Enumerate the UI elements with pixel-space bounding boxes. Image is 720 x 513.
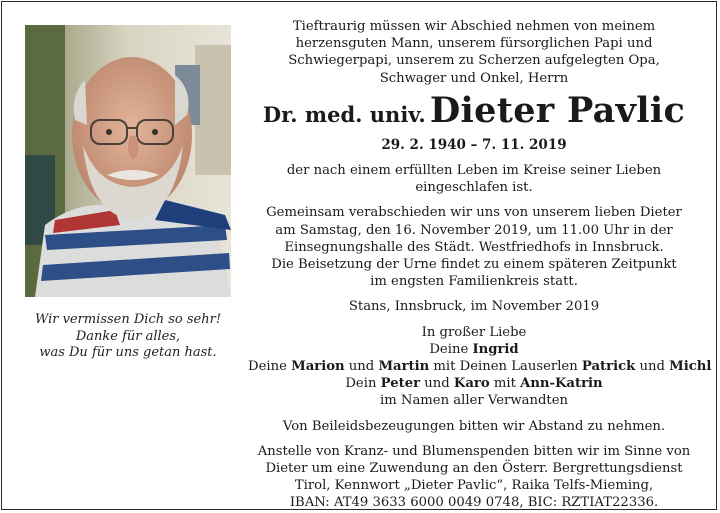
child-name: Marion [291, 359, 345, 375]
portrait-illustration [25, 25, 231, 297]
quote-line: Wir vermissen Dich so sehr! [34, 312, 222, 327]
ceremony-line: Gemeinsam verabschieden wir uns von unserem lieben Dieter [266, 205, 682, 221]
quote-line: Danke für alles, [75, 328, 181, 344]
place-date: Stans, Innsbruck, im November 2019 [348, 299, 600, 315]
wife-line: Deine Ingrid [429, 341, 519, 357]
donation-line: Dieter um eine Zuwendung an den Österr. Bergrettungsdienst [265, 461, 683, 477]
ceremony-line: im engsten Familienkreis statt. [370, 274, 578, 290]
intro-line: Tieftraurig müssen wir Abschied nehmen von meinem [292, 19, 656, 34]
grandchildren-line: Dein Peter und Karo mit Ann-Katrin [345, 376, 603, 392]
condolences-note: Von Beileidsbezeugungen bitten wir Abstand zu nehmen. [282, 418, 666, 434]
ceremony-line: Die Beisetzung der Urne findet zu einem späteren Zeitpunkt [271, 257, 677, 273]
intro-line: herzensguten Mann, unserem fürsorglichen Papi und [295, 36, 653, 52]
in-love-line: In großer Liebe [421, 324, 527, 340]
memorial-quote [8, 312, 248, 362]
portrait-photo [25, 25, 231, 297]
donation-line: Tirol, Kennwort „Dieter Pavlic“, Raika Telfs-Mieming, [294, 478, 654, 494]
ceremony-line: Einsegnungshalle des Städt. Westfriedhofs in Innsbruck. [284, 239, 664, 255]
grandchild-name: Karo [453, 376, 490, 392]
quote-line: was Du für uns getan hast. [39, 345, 217, 360]
obituary-text [248, 18, 712, 512]
passing-line: der nach einem erfüllten Leben im Kreise seiner Lieben [286, 163, 662, 179]
donation-line: Anstelle von Kranz- und Blumenspenden bitten wir im Sinne von [257, 443, 691, 459]
passing-line: eingeschlafen ist. [415, 180, 533, 196]
child-name: Martin [378, 359, 430, 375]
donation-line: IBAN: AT49 3633 6000 0049 0748, BIC: RZTIAT22336. [289, 495, 659, 511]
ceremony-line: am Samstag, den 16. November 2019, um 11.00 Uhr in der [275, 222, 673, 238]
life-dates: 29. 2. 1940 – 7. 11. 2019 [381, 136, 567, 153]
academic-title: Dr. med. univ. [262, 101, 426, 127]
intro-line: Schwager und Onkel, Herrn [379, 70, 569, 86]
grandchild-name: Patrick [581, 359, 636, 375]
grandchild-name: Ann-Katrin [520, 376, 603, 392]
wife-name: Ingrid [472, 341, 519, 357]
deceased-name-line [248, 91, 700, 139]
children-line: Deine Marion und Martin mit Deinen Lauserlen Patrick und Michl [248, 359, 712, 375]
grandchild-name: Peter [380, 376, 421, 392]
deceased-name: Dieter Pavlic [429, 89, 686, 131]
intro-line: Schwiegerpapi, unserem zu Scherzen aufgelegten Opa, [288, 53, 660, 69]
grandchild-name: Michl [669, 359, 712, 375]
relatives-line: im Namen aller Verwandten [379, 393, 568, 409]
